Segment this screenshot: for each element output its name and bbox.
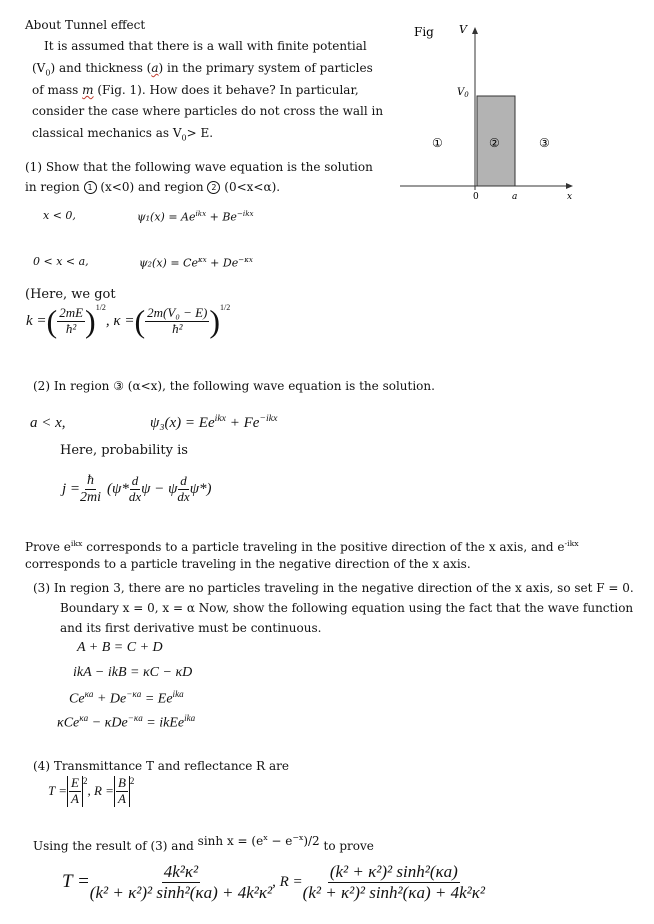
intro-line-3: of mass m (Fig. 1). How does it behave? In particular, [32, 83, 359, 97]
final-result-equation: T = $\frac{\text{4k²κ²}}{\text{(k² + κ²)² sinh²(κa) + 4k²κ²}}$ , R = $\frac{\text{(k² + κ²)² sinh²(κa)}}{\text{(k² + κ²)² sinh²(κa) + 4k²κ²}}$ [62, 862, 485, 902]
boundary-eq-1: A + B = C + D [77, 640, 163, 655]
q3-line-2: Boundary x = 0, x = α Now, show the following equation using the fact that the wave function [60, 601, 634, 615]
potential-barrier-figure [395, 18, 585, 208]
q4-line-1: (4) Transmittance T and reflectance R are [33, 759, 290, 773]
probability-current-equation: j = $\frac{ħ}{2mi}$ (ψ* $\frac{d}{dx}$ ψ − ψ $\frac{d}{dx}$ ψ*) [62, 473, 212, 506]
a-label: a [512, 192, 518, 202]
q3-line-1: (3) In region 3, there are no particles traveling in the negative direction of the x axis, so set F = 0. [33, 581, 634, 595]
here-we-got: (Here, we got [25, 287, 116, 302]
region-3-label: ③ [539, 136, 550, 150]
boundary-eq-2: ikA − ikB = κC − κD [73, 665, 193, 680]
intro-line-4: consider the case where particles do not cross the wall in [32, 104, 384, 118]
x-axis-label: x [567, 192, 573, 202]
eq1-condition: x < 0, [43, 209, 76, 222]
eq1: $\psi_1(x) = Ae^{ikx} + Be^{-ikx}$ [137, 209, 254, 224]
using-line: Using the result of (3) and $\sinh x = (e^x - e^{-x})/2$ to prove [33, 833, 374, 853]
prove-line-1: Prove $e^{ikx}$ corresponds to a particle traveling in the positive direction of the x axis, and $e^{-ikx}$ [25, 539, 579, 554]
boundary-eq-3: $Ce^{\kappa a} + De^{-\kappa a} = Ee^{ika}$ [69, 689, 184, 707]
q1-line-2: in region 1 (x<0) and region 2 (0<x<α). [25, 180, 281, 194]
transmittance-reflectance-definition: T = $\frac{E}{A}$ $^2$ , R = $\frac{B}{A}$ $^2$ [48, 775, 135, 806]
q1-line-1: (1) Show that the following wave equation is the solution [25, 160, 373, 174]
x-axis-arrow-icon [566, 183, 573, 189]
intro-line-2: $(V_0)$ and thickness (a) in the primary system of particles [32, 61, 373, 78]
prove-line-2: corresponds to a particle traveling in the negative direction of the x axis. [25, 557, 471, 571]
intro-line-5: classical mechanics as $V_0> E$. [32, 126, 214, 143]
v0-label: $V_0$ [457, 87, 469, 99]
v-axis-label: V [459, 23, 467, 36]
k-kappa-definition: k = ( $\frac{2mE}{\text{ħ²}}$ ) $^{1/2}$ , κ = ( $\frac{\text{2m(V₀ − E)}}{\text{ħ²}}$ ) $^{1/2}$ [26, 303, 231, 339]
eq2-condition: 0 < x < a, [33, 255, 89, 268]
origin-label: 0 [473, 192, 479, 202]
eq3-condition: a < x, [30, 415, 66, 431]
v-axis-arrow-icon [472, 27, 478, 34]
intro-line-1: It is assumed that there is a wall with finite potential [44, 39, 367, 53]
q2-line: (2) In region ③ (α<x), the following wave equation is the solution. [33, 379, 435, 393]
eq2: $\psi_2(x) = Ce^{\kappa x} + De^{-\kappa x}$ [139, 255, 253, 270]
boundary-eq-4: κCe$^{\kappa a}$ − κDe$^{-\kappa a}$ = ikEe$^{ika}$ [57, 713, 196, 731]
probability-label: Here, probability is [60, 443, 188, 458]
eq3: $\psi_3(x) = Ee^{ikx} + Fe^{-ikx}$ [150, 413, 278, 431]
page-title: About Tunnel effect [25, 18, 146, 32]
q3-line-3: and its first derivative must be continuous. [60, 621, 322, 635]
region-2-label: ② [489, 136, 500, 150]
region-1-label: ① [432, 136, 443, 150]
figure-label: Fig [414, 25, 434, 39]
